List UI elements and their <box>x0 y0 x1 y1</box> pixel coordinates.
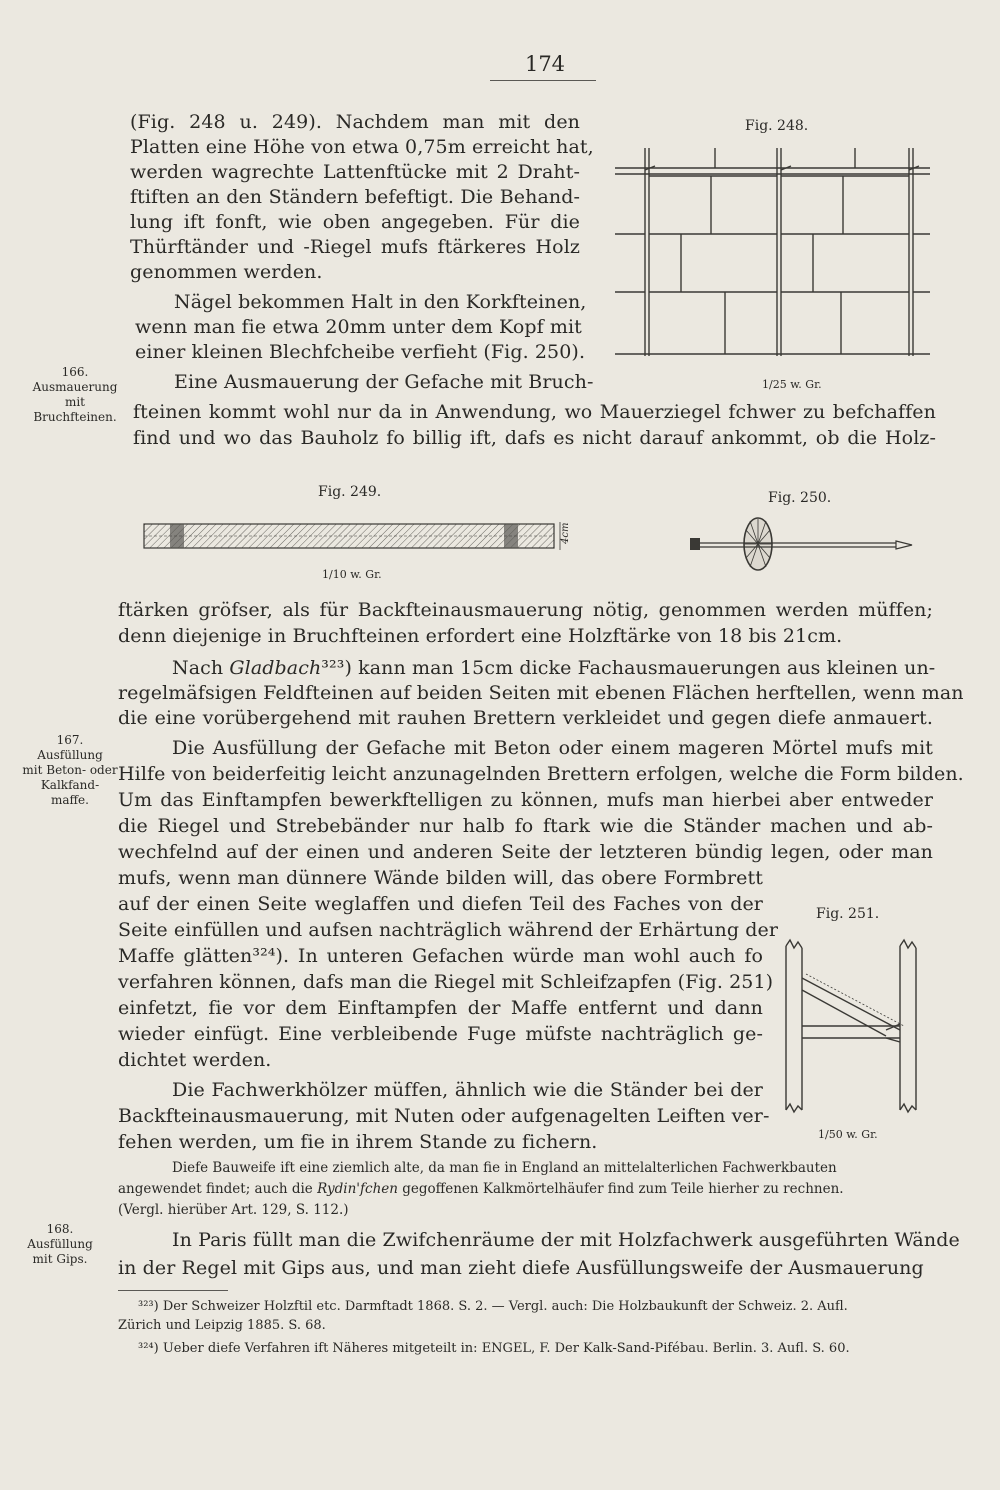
text-line: wechfelnd auf der einen und anderen Seite der letzteren bündig legen, oder man <box>118 841 933 863</box>
text-line: Die Fachwerkhölzer müffen, ähnlich wie die Ständer bei der <box>172 1079 763 1101</box>
text-line: denn diejenige in Bruchfteinen erfordert eine Holzftärke von 18 bis 21cm. <box>118 625 843 647</box>
sidenote-number: 166. <box>61 365 89 379</box>
text-line: in der Regel mit Gips aus, und man zieht diefe Ausfüllungsweife der Ausmauerung <box>118 1257 924 1279</box>
text-line: auf der einen Seite weglaffen und diefen Teil des Faches von der <box>118 893 763 915</box>
fig250-caption: Fig. 250. <box>768 490 832 506</box>
text-line: ftärken gröfser, als für Backfteinausmauerung nötig, genommen werden müffen; <box>118 599 933 621</box>
sidenote-166 <box>25 365 125 425</box>
sidenote-line: mit Beton- oder <box>22 763 118 777</box>
text-line: die eine vorübergehend mit rauhen Brettern verkleidet und gegen diefe anmauert. <box>118 707 933 729</box>
small-note-line: angewendet findet; auch die Rydin'fchen gegoffenen Kalkmörtelhäufer find zum Teile hierher zu rechnen. <box>118 1181 844 1197</box>
sidenote-number: 168. <box>46 1222 74 1236</box>
text-line: einfetzt, fie vor dem Einftampfen der Maffe entfernt und dann <box>118 997 763 1019</box>
text-line: Nach Gladbach³²³) kann man 15cm dicke Fachausmauerungen aus kleinen un- <box>172 657 936 679</box>
text-line: Die Ausfüllung der Gefache mit Beton oder einem mageren Mörtel mufs mit <box>172 737 933 759</box>
fig248-drawing <box>615 142 935 362</box>
small-note-line: (Vergl. hierüber Art. 129, S. 112.) <box>118 1202 349 1218</box>
sidenote-line: mit <box>64 395 86 409</box>
text-line: Nägel bekommen Halt in den Korkfteinen, <box>174 291 587 313</box>
text-line: lung ift fonft, wie oben angegeben. Für die <box>130 211 580 233</box>
sidenote-number: 167. <box>56 733 84 747</box>
page-number: 174 <box>524 52 566 76</box>
text-line: find und wo das Bauholz fo billig ift, dafs es nicht darauf ankommt, ob die Holz- <box>133 427 936 449</box>
text-line: die Riegel und Strebebänder nur halb fo ftark wie die Ständer machen und ab- <box>118 815 933 837</box>
fig248-caption: Fig. 248. <box>745 118 809 134</box>
sidenote-line: mit Gips. <box>32 1252 88 1266</box>
sidenote-line: maffe. <box>51 793 89 807</box>
sidenote-167 <box>14 733 126 808</box>
sidenote-168 <box>10 1222 110 1267</box>
sidenote-line: Bruchfteinen. <box>33 410 117 424</box>
text-line: Eine Ausmauerung der Gefache mit Bruch- <box>174 371 594 393</box>
fig250-drawing <box>686 512 916 576</box>
footnote-line: Zürich und Leipzig 1885. S. 68. <box>118 1318 326 1333</box>
text-line: dichtet werden. <box>118 1049 272 1071</box>
fig249-dimension: 4cm <box>560 522 571 544</box>
text-line: Backfteinausmauerung, mit Nuten oder aufgenagelten Leiften ver- <box>118 1105 770 1127</box>
text-line: In Paris füllt man die Zwifchenräume der mit Holzfachwerk ausgeführten Wände <box>172 1229 960 1251</box>
text-line: mufs, wenn man dünnere Wände bilden will, das obere Formbrett <box>118 867 763 889</box>
text-line: verfahren können, dafs man die Riegel mit Schleifzapfen (Fig. 251) <box>118 971 774 993</box>
text-line: werden wagrechte Lattenftücke mit 2 Draht- <box>130 161 580 183</box>
header-rule <box>490 80 596 81</box>
small-note-line: Diefe Bauweife ift eine ziemlich alte, da man fie in England an mittelalterlichen Fachwerkbauten <box>172 1160 837 1176</box>
fig251-scale: 1/50 w. Gr. <box>818 1128 878 1141</box>
fig249-drawing <box>144 518 574 558</box>
text-line: Maffe glätten³²⁴). In unteren Gefachen würde man wohl auch fo <box>118 945 763 967</box>
text-line: regelmäfsigen Feldfteinen auf beiden Seiten mit ebenen Flächen herftellen, wenn man <box>118 682 964 704</box>
text-line: fteinen kommt wohl nur da in Anwendung, wo Mauerziegel fchwer zu befchaffen <box>133 401 936 423</box>
footnote-rule <box>118 1290 228 1291</box>
fig249-scale: 1/10 w. Gr. <box>322 568 382 581</box>
text-line: einer kleinen Blechfcheibe verfieht (Fig. 250). <box>135 341 586 363</box>
text-line: wieder einfügt. Eine verbleibende Fuge müfste nachträglich ge- <box>118 1023 763 1045</box>
text-line: Platten eine Höhe von etwa 0,75m erreicht hat, <box>130 136 594 158</box>
sidenote-line: Ausfüllung <box>37 748 103 762</box>
text-line: Thürftänder und -Riegel mufs ftärkeres Holz <box>130 236 580 258</box>
text-line: genommen werden. <box>130 261 323 283</box>
text-line: Um das Einftampfen bewerkftelligen zu können, mufs man hierbei aber entweder <box>118 789 933 811</box>
text-line: Hilfe von beiderfeitig leicht anzunagelnden Brettern erfolgen, welche die Form bilden. <box>118 763 964 785</box>
footnote-line: ³²³) Der Schweizer Holzftil etc. Darmftadt 1868. S. 2. — Vergl. auch: Die Holzbaukunft der Schweiz. 2. Aufl. <box>138 1299 848 1314</box>
text-line: fehen werden, um fie in ihrem Stande zu fichern. <box>118 1131 598 1153</box>
sidenote-line: Kalkfand- <box>40 778 100 792</box>
fig249-caption: Fig. 249. <box>318 484 382 500</box>
footnote-line: ³²⁴) Ueber diefe Verfahren ift Näheres mitgeteilt in: ENGEL, F. Der Kalk-Sand-Pifébau. Berlin. 3. Aufl. S. 60. <box>138 1341 850 1356</box>
text-line: wenn man fie etwa 20mm unter dem Kopf mit <box>135 316 582 338</box>
text-line: ftiften an den Ständern befeftigt. Die Behand- <box>130 186 580 208</box>
sidenote-line: Ausfüllung <box>27 1237 93 1251</box>
sidenote-line: Ausmauerung <box>32 380 118 394</box>
text-line: (Fig. 248 u. 249). Nachdem man mit den <box>130 111 580 133</box>
text-line: Seite einfüllen und aufsen nachträglich während der Erhärtung der <box>118 919 779 941</box>
fig248-scale: 1/25 w. Gr. <box>762 378 822 391</box>
fig251-caption: Fig. 251. <box>816 906 880 922</box>
fig251-drawing <box>782 938 922 1128</box>
